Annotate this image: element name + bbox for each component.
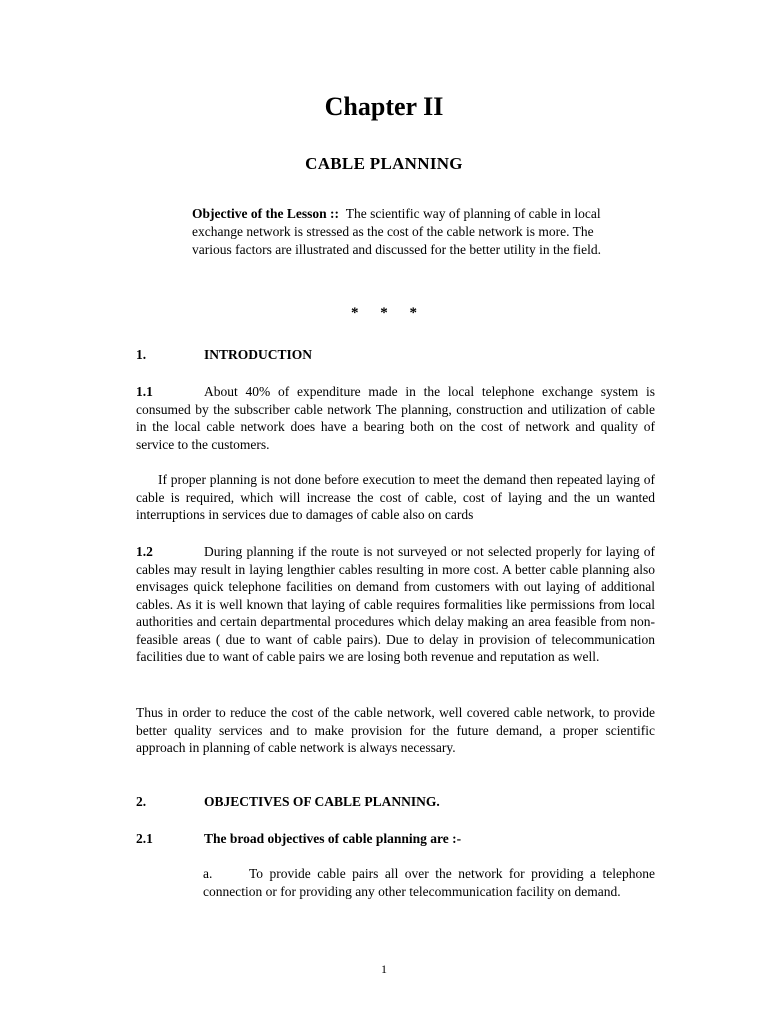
- section-2-heading: OBJECTIVES OF CABLE PLANNING.: [204, 794, 440, 809]
- paragraph-1-2: [136, 543, 655, 666]
- paragraph-1-2-text: During planning if the route is not surveyed or not selected properly for laying of cables may result in laying lengthier cables resulting in more cost. A better cable planning also envisages quick telephone facilities on demand from customers with out laying of additional cables. As it is well known that laying of cable requires formalities like permissions from local authorities and certain departmental procedures which delay making an area feasible from non-feasible areas ( due to want of cable pairs). Due to delay in provision of telecommunication facilities due to want of cable pairs we are losing both revenue and reputation as well.: [136, 544, 655, 664]
- page-number: 1: [381, 962, 387, 976]
- paragraph-1-1-number: 1.1: [136, 384, 153, 399]
- list-item-a-letter: a.: [203, 866, 213, 881]
- paragraph-proper-planning: If proper planning is not done before execution to meet the demand then repeated laying of cable is required, which will increase the cost of cable, cost of laying and the un wanted interruptions in services due to damages of cable also on cards: [136, 472, 655, 522]
- objective-text: The scientific way of planning of cable in local exchange network is stressed as the cost of the cable network is more. The various factors are illustrated and discussed for the better utility in the field.: [192, 206, 602, 257]
- chapter-title: Chapter II: [324, 92, 444, 121]
- list-item-a-text: To provide cable pairs all over the network for providing a telephone connection or for providing any other telecommunication facility on demand.: [203, 866, 655, 899]
- paragraph-1-1: [136, 383, 655, 453]
- objective-label: Objective of the Lesson ::: [192, 206, 339, 221]
- paragraph-2-1: [136, 830, 655, 848]
- objective-block: [192, 205, 622, 259]
- list-item-a: [203, 865, 655, 900]
- paragraph-2-1-heading: The broad objectives of cable planning are :-: [204, 831, 462, 846]
- paragraph-1-1-text: About 40% of expenditure made in the local telephone exchange system is consumed by the subscriber cable network The planning, construction and utilization of cable in the local cable network does have a bearing both on the cost of network and quality of service to the customers.: [136, 384, 655, 452]
- section-2-number: 2.: [136, 794, 147, 809]
- paragraph-thus: Thus in order to reduce the cost of the cable network, well covered cable network, to provide better quality services and to make provision for the future demand, a proper scientific approach in planning of cable network is always necessary.: [136, 705, 655, 755]
- section-2-heading-row: [136, 793, 655, 811]
- paragraph-2-1-number: 2.1: [136, 831, 153, 846]
- section-1-number: 1.: [136, 347, 147, 362]
- section-separator: * * *: [351, 305, 417, 321]
- section-1-heading-row: [136, 346, 655, 364]
- section-1-heading: INTRODUCTION: [204, 347, 313, 362]
- section-title: CABLE PLANNING: [305, 154, 463, 173]
- paragraph-1-2-number: 1.2: [136, 544, 153, 559]
